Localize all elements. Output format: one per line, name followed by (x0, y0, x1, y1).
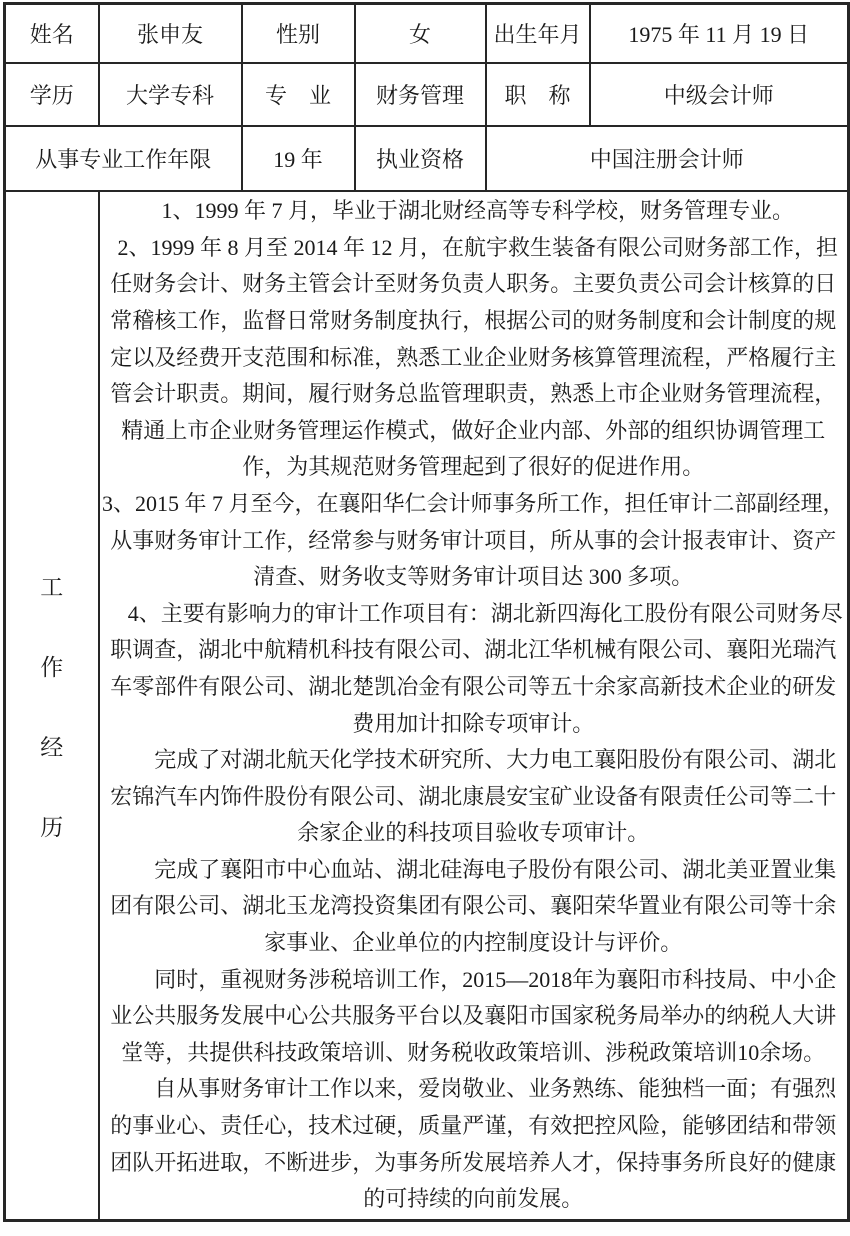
work-experience-row (5, 191, 849, 1221)
work-paragraph-6: 完成了襄阳市中心血站、湖北硅海电子股份有限公司、湖北美亚置业集团有限公司、湖北玉龙湾投资集团有限公司、襄阳荣华置业有限公司等十余家事业、企业单位的内控制度设计与评价。 (110, 856, 837, 956)
major-label-cell (242, 63, 355, 126)
work-label-char: 历 (40, 815, 64, 840)
work-label-char: 经 (40, 735, 64, 760)
gender-label-cell (242, 4, 355, 64)
work-label-char: 工 (40, 575, 64, 600)
education-value: 大学专科 (125, 83, 214, 108)
qualification-label: 执业资格 (375, 147, 464, 172)
years-value-cell (242, 126, 355, 191)
major-value-cell (355, 63, 486, 126)
work-paragraph-8: 自从事财务审计工作以来，爱岗敬业、业务熟练、能独档一面；有强烈的事业心、责任心，技术过硬，质量严谨，有效把控风险，能够团结和带领团队开拓进取，不断进步，为事务所发展培养人才，保持事务所良好的健康的可持续的向前发展。 (110, 1076, 837, 1212)
work-paragraph-1: 1、1999 年 7 月，毕业于湖北财经高等专科学校，财务管理专业。 (161, 198, 794, 224)
education-label-cell (5, 63, 99, 126)
qualification-value-cell (486, 126, 849, 191)
resume-info-table (3, 2, 850, 1222)
birth-value-cell (590, 4, 849, 64)
gender-label: 性别 (275, 22, 320, 47)
years-label-cell (5, 126, 242, 191)
major-label: 专 业 (264, 83, 331, 108)
work-paragraph-2: 2、1999 年 8 月至 2014 年 12 月，在航宇救生装备有限公司财务部工作，担任财务会计、财务主管会计至财务负责人职务。主要负责公司会计核算的日常稽核工作，监督日常财务制度执行，根据公司的财务制度和会计制度的规定以及经费开支范围和标准，熟悉工业企业财务核算管理流程，严格履行主管会计职责。期间，履行财务总监管理职责，熟悉上市企业财务管理流程，精通上市企业财务管理运作模式，做好企业内部、外部的组织协调管理工作，为其规范财务管理起到了很好的促进作用。 (110, 234, 838, 480)
education-value-cell (99, 63, 242, 126)
years-label: 从事专业工作年限 (35, 147, 212, 172)
years-value: 19 年 (273, 147, 323, 172)
major-value: 财务管理 (375, 83, 464, 108)
title-label-cell (486, 63, 590, 126)
info-row-qualification (5, 126, 849, 191)
qualification-label-cell (355, 126, 486, 191)
birth-label: 出生年月 (493, 22, 582, 47)
title-value: 中级会计师 (663, 83, 774, 108)
title-label: 职 称 (504, 83, 571, 108)
title-value-cell (590, 63, 849, 126)
qualification-value: 中国注册会计师 (589, 147, 744, 172)
name-label: 姓名 (29, 22, 74, 47)
birth-value: 1975 年 11 月 19 日 (628, 22, 810, 47)
name-label-cell (5, 4, 99, 64)
work-experience-content-cell (99, 191, 849, 1221)
work-paragraph-7: 同时，重视财务涉税培训工作，2015—2018年为襄阳市科技局、中小企业公共服务发展中心公共服务平台以及襄阳市国家税务局举办的纳税人大讲堂等，共提供科技政策培训、财务税收政策培训、涉税政策培训10余场。 (110, 966, 837, 1065)
work-experience-label-cell (5, 191, 99, 1221)
work-paragraph-3: 3、2015 年 7 月至今，在襄阳华仁会计师事务所工作，担任审计二部副经理，从事财务审计工作，经常参与财务审计项目，所从事的会计报表审计、资产清查、财务收支等财务审计项目达 300 多项。 (101, 490, 845, 590)
education-label: 学历 (29, 83, 74, 108)
work-label-char: 作 (40, 655, 64, 680)
gender-value: 女 (408, 22, 431, 47)
birth-label-cell (486, 4, 590, 64)
work-paragraph-4: 4、主要有影响力的审计工作项目有：湖北新四海化工股份有限公司财务尽职调查，湖北中航精机科技有限公司、湖北江华机械有限公司、襄阳光瑞汽车零部件有限公司、湖北楚凯冶金有限公司等五十余家高新技术企业的研发费用加计扣除专项审计。 (110, 600, 843, 736)
gender-value-cell (355, 4, 486, 64)
work-experience-vertical-label (6, 569, 98, 842)
work-paragraph-5: 完成了对湖北航天化学技术研究所、大力电工襄阳股份有限公司、湖北宏锦汽车内饰件股份有限公司、湖北康晨安宝矿业设备有限责任公司等二十余家企业的科技项目验收专项审计。 (110, 747, 837, 846)
name-value: 张申友 (136, 22, 203, 47)
info-row-basic (5, 4, 849, 64)
name-value-cell (99, 4, 242, 64)
info-row-education (5, 63, 849, 126)
